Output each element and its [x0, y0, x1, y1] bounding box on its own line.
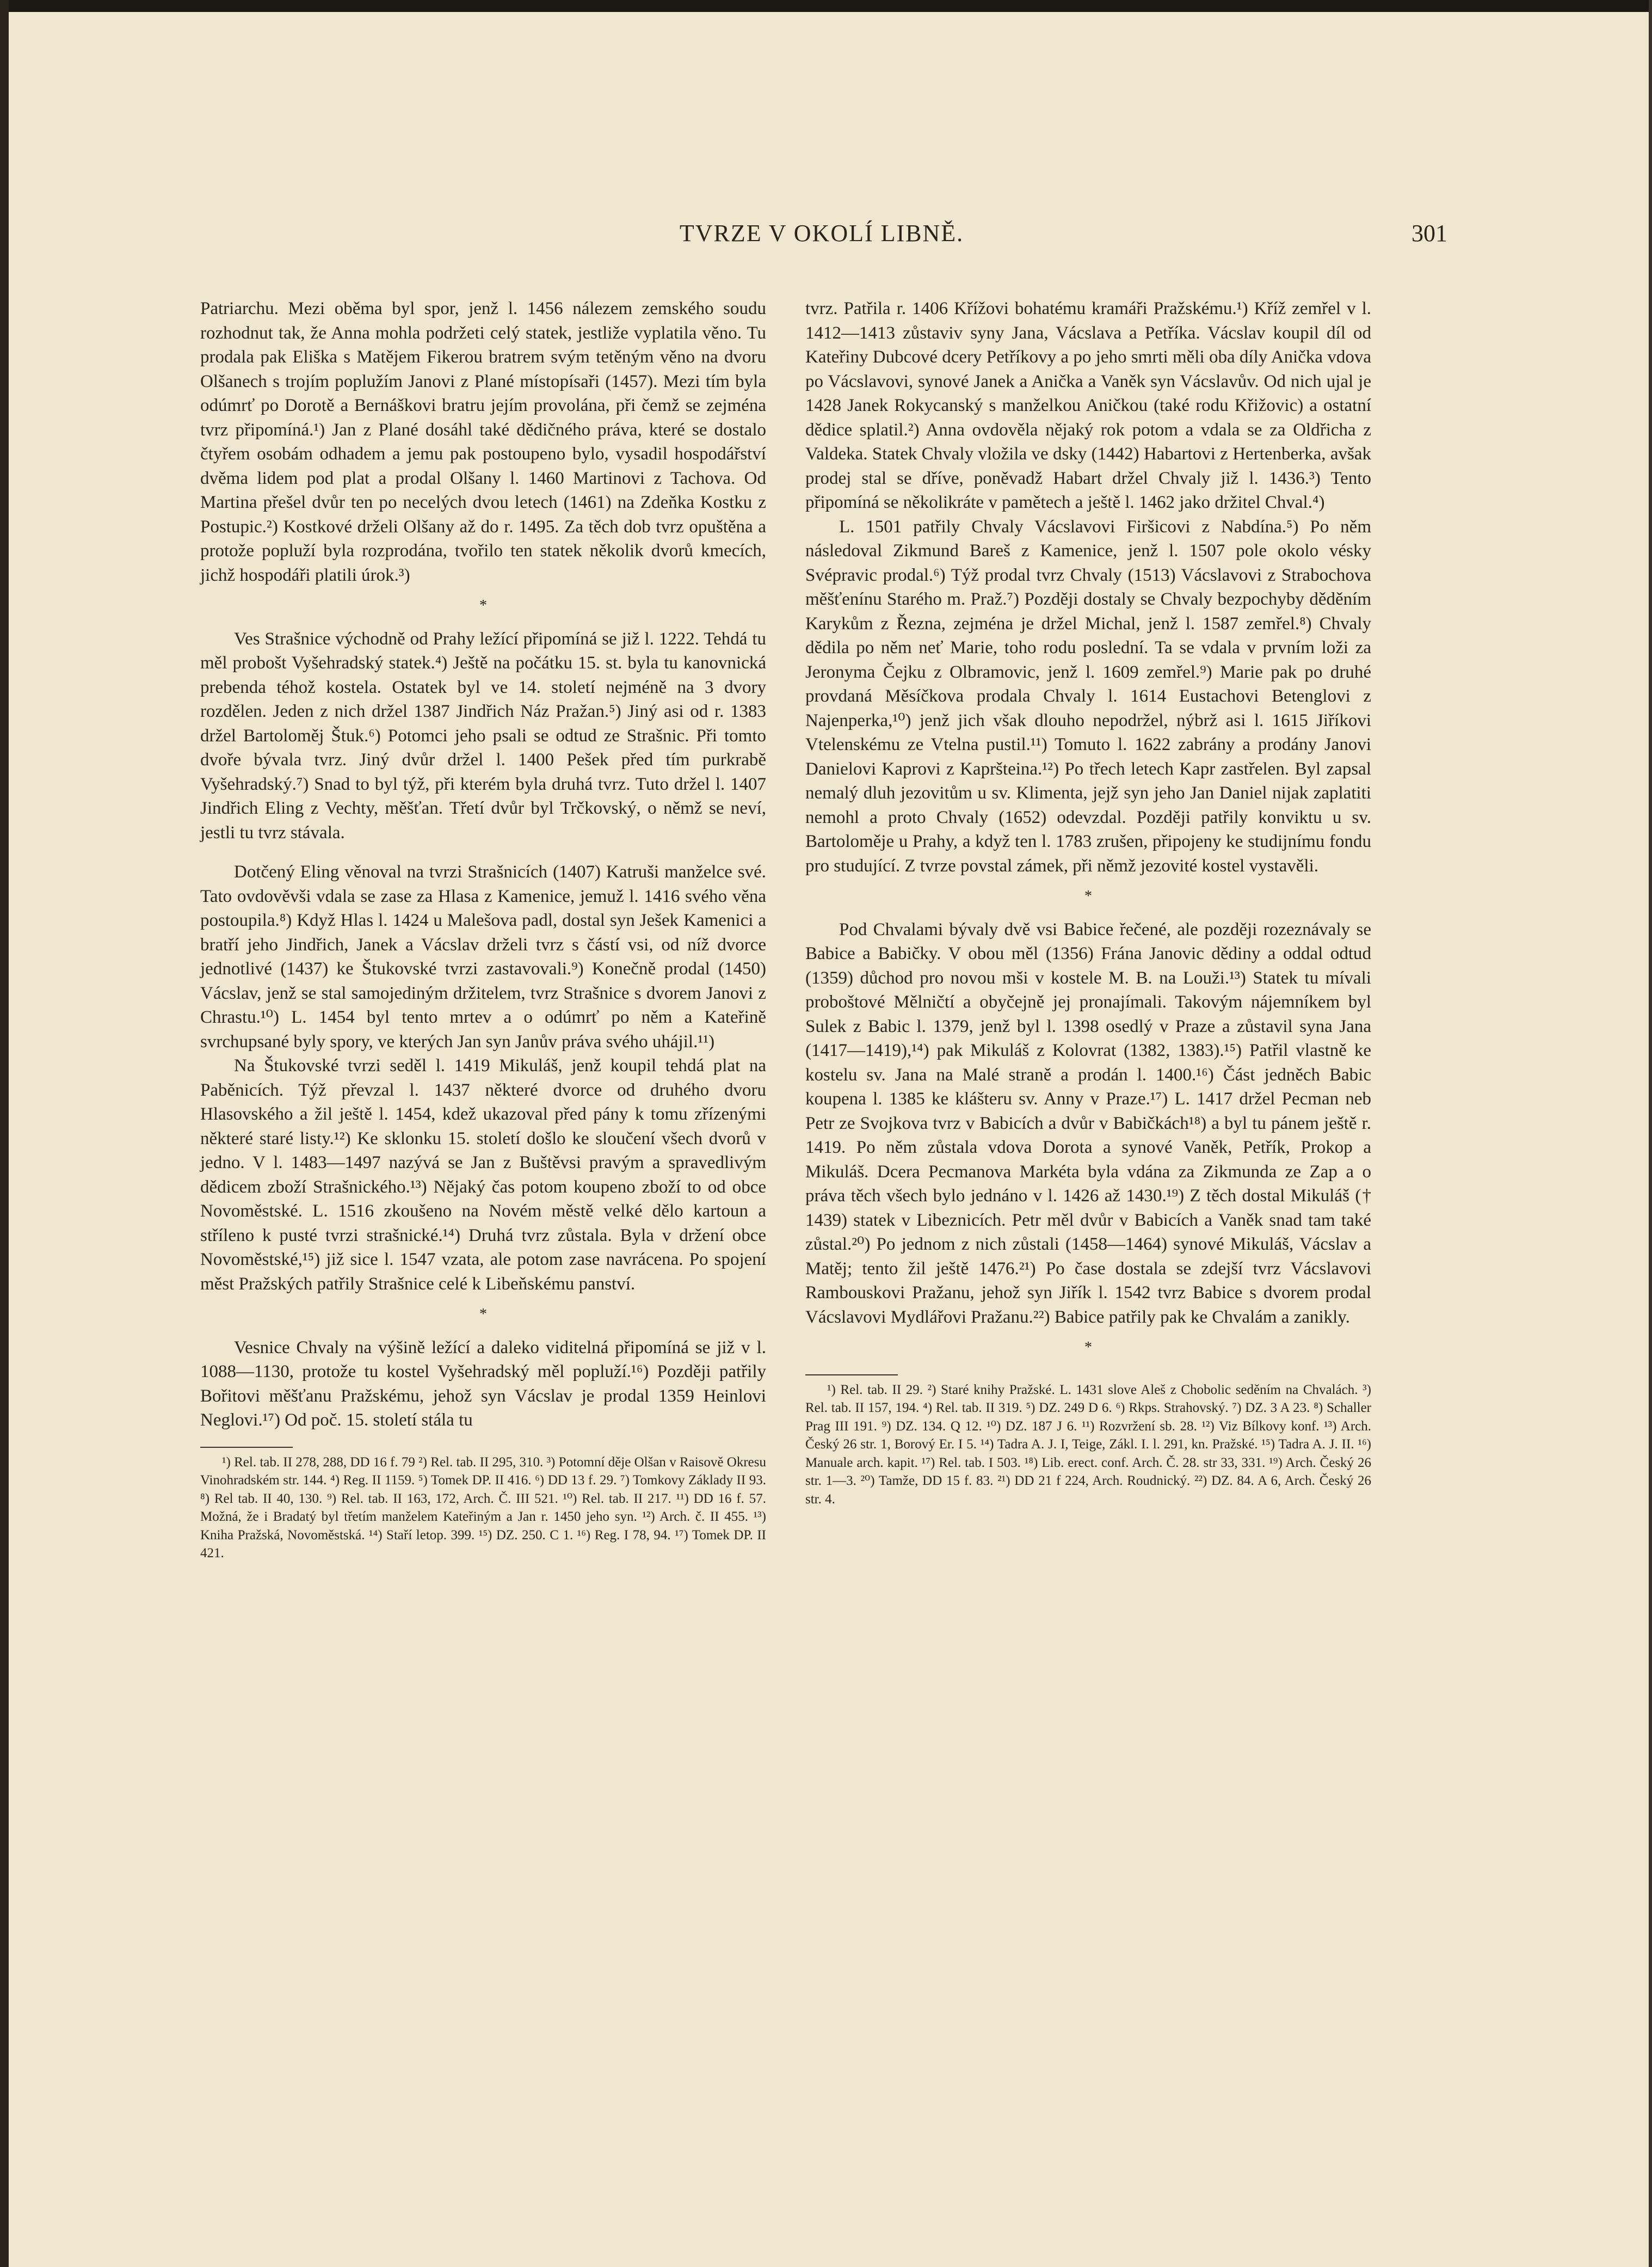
scan-edge-left — [0, 0, 9, 2267]
paragraph-strasnice-stukovska: Na Štukovské tvrzi seděl l. 1419 Mikuláš, jenž koupil tehdá plat na Paběnicích. Týž převzal l. 1437 některé dvorce od druhého dvoru Hlasovského a žil ještě l. 1454, kdež ukazoval před pány k tomu zřízenými některé staré listy.¹²) Ke sklonku 15. století došlo ke sloučení všech dvorů v jedno. V l. 1483—1497 nazývá se Jan z Buštěvsi pravým a spravedlivým dědicem zboží Strašnického.¹³) Nějaký čas potom koupeno zboží to od obce Novoměstské. L. 1516 zkoušeno na Novém městě velké dělo kartoun a stříleno k pusté tvrzi strašnické.¹⁴) Druhá tvrz zůstala. Byla v držení obce Novoměstské,¹⁵) již sice l. 1547 vzata, ale potom zase navrácena. Po spojení měst Pražských patřily Strašnice celé k Libeňskému panství. — [200, 1056, 766, 1294]
footnote-rule — [805, 1374, 898, 1375]
section-separator: * — [1084, 1339, 1092, 1356]
section-separator: * — [479, 1306, 487, 1323]
footnote-rule — [200, 1447, 293, 1448]
footnotes-left: ¹) Rel. tab. II 278, 288, DD 16 f. 79 ²) Rel. tab. II 295, 310. ³) Potomní děje Olšan v Raisově Okresu Vinohradském str. 144. ⁴) Reg. II 1159. ⁵) Tomek DP. II 416. ⁶) DD 13 f. 29. ⁷) Tomkovy Základy II 93. ⁸) Rel tab. II 40, 130. ⁹) Rel. tab. II 163, 172, Arch. Č. III 521. ¹⁰) Rel. tab. II 217. ¹¹) DD 16 f. 57. Možná, že i Bradatý byl třetím manželem Kateřiným a Jan r. 1450 jeho syn. ¹²) Arch. č. II 455. ¹³) Kniha Pražská, Novoměstská. ¹⁴) Staří letop. 399. ¹⁵) DZ. 250. C 1. ¹⁶) Reg. I 78, 94. ¹⁷) Tomek DP. II 421. — [200, 1454, 766, 1561]
paragraph-strasnice-eling: Dotčený Eling věnoval na tvrzi Strašnicích (1407) Katruši manželce své. Tato ovdověvši vdala se zase za Hlasa z Kamenice, jemuž l. 1416 svého věna postoupila.⁸) Když Hlas l. 1424 u Malešova padl, dostal syn Ješek Kamenici a bratří jeho Jindřich, Janek a Vácslav drželi tvrz s částí vsi, od níž dvorce jednotlivé (1437) ke Štukovské tvrzi zastavovali.⁹) Konečně prodal (1450) Vácslav, jenž se stal samojediným držitelem, tvrz Strašnice s dvorem Janovi z Chrastu.¹⁰) L. 1454 byl tento mrtev a o odúmrť po něm a Kateřině svrchupsané byly spory, ve kterých Jan syn Janův práva svého uhájil.¹¹) — [200, 862, 766, 1052]
footnotes-right: ¹) Rel. tab. II 29. ²) Staré knihy Pražské. L. 1431 slove Aleš z Chobolic seděním na Chvalách. ³) Rel. tab. II 157, 194. ⁴) Rel. tab. II 319. ⁵) DZ. 249 D 6. ⁶) Rkps. Strahovský. ⁷) DZ. 3 A 23. ⁸) Schaller Prag III 191. ⁹) DZ. 134. Q 12. ¹⁰) DZ. 187 J 6. ¹¹) Rozvržení sb. 28. ¹²) Viz Bílkovy konf. ¹³) Arch. Český 26 str. 1, Borový Er. I 5. ¹⁴) Tadra A. J. I, Teige, Zákl. I. l. 291, kn. Pražské. ¹⁵) Tadra A. J. II. ¹⁶) Manuale arch. kapit. ¹⁷) Rel. tab. I 503. ¹⁸) Lib. erect. conf. Arch. Č. 28. str 33, 331. ¹⁹) Arch. Český 26 str. 1—3. ²⁰) Tamže, DD 15 f. 83. ²¹) DD 21 f 224, Arch. Roudnický. ²²) DZ. 84. A 6, Arch. Český 26 str. 4. — [805, 1382, 1371, 1507]
page-header — [196, 215, 1447, 253]
page-number: 301 — [1411, 220, 1447, 247]
left-column — [200, 297, 766, 1563]
paragraph-chvaly-kriz: tvrz. Patřila r. 1406 Křížovi bohatému kramáři Pražskému.¹) Kříž zemřel v l. 1412—1413 zůstaviv syny Jana, Vácslava a Petříka. Vácslav koupil díl od Kateřiny Dubcové dcery Petříkovy a po jeho smrti měli oba díly Anička vdova po Vácslavovi, synové Janek a Anička a Vaněk syn Vácslavův. Od nich ujal je 1428 Janek Rokycanský s manželkou Aničkou (také rodu Křižovic) a ostatní dědice splatil.²) Anna ovdověla nějaký rok potom a vdala se za Oldřicha z Valdeka. Statek Chvaly vložila ve dsky (1442) Habartovi z Hertenberka, avšak prodej stal se dříve, poněvadž Habart držel Chvaly již l. 1436.³) Tento připomíná se několikráte v pamětech a ještě l. 1462 jako držitel Chval.⁴) — [805, 299, 1371, 512]
paragraph-olsany-end: Patriarchu. Mezi oběma byl spor, jenž l. 1456 nálezem zemského soudu rozhodnut tak, že Anna mohla podržeti celý statek, jestliže vyplatila věno. Tu prodala pak Eliška s Matějem Fikerou bratrem svým tetěným věno na dvoru Olšanech s trojím poplužím Janovi z Plané místopísaři (1457). Mezi tím byla odúmrť po Dorotě a Bernáškovi bratru jejím provolána, při čemž se zejména tvrz připomíná.¹) Jan z Plané dosáhl také dědičného práva, které se dostalo čtyřem osobám odhadem a jemu pak postoupeno bylo, vysadil hospodářství dvěma lidem pod plat a prodal Olšany l. 1460 Martinovi z Tachova. Od Martina přešel dvůr ten po necelých dvou letech (1461) na Zdeňka Kostku z Postupic.²) Kostkové drželi Olšany až do r. 1495. Za těch dob tvrz opuštěna a protože popluží byla rozprodána, tvořilo ten statek několik dvorů kmecích, jichž hospodáři platili úrok.³) — [200, 299, 766, 585]
paragraph-chvaly-intro: Vesnice Chvaly na výšině ležící a daleko viditelná připomíná se již v l. 1088—1130, protože tu kostel Vyšehradský měl popluží.¹⁶) Později patřily Bořitovi měšťanu Pražskému, jehož syn Vácslav je prodal 1359 Heinlovi Neglovi.¹⁷) Od poč. 15. století stála tu — [200, 1337, 766, 1430]
paragraph-strasnice-intro: Ves Strašnice východně od Prahy ležící připomíná se již l. 1222. Tehdá tu měl probošt Vyšehradský statek.⁴) Ještě na počátku 15. st. byla tu kanovnická prebenda téhož kostela. Ostatek byl ve 14. století nejméně na 3 dvory rozdělen. Jeden z nich držel 1387 Jindřich Náz Pražan.⁵) Jiný asi od r. 1383 držel Bartoloměj Štuk.⁶) Potomci jeho psali se odtud ze Strašnic. Při tomto dvoře bývala tvrz. Jiný dvůr držel l. 1400 Pešek před tím purkrabě Vyšehradský.⁷) Snad to byl týž, při kterém byla druhá tvrz. Tuto držel l. 1407 Jindřich Eling z Vechty, měšťan. Třetí dvůr byl Trčkovský, o němž se neví, jestli tu tvrz stávala. — [200, 629, 766, 843]
right-column — [805, 297, 1371, 1508]
paragraph-babice: Pod Chvalami bývaly dvě vsi Babice řečené, ale později rozeznávaly se Babice a Babičky. V obou měl (1356) Frána Janovic dědiny a oddal odtud (1359) důchod pro novou mši v kostele M. B. na Louži.¹³) Statek tu mívali proboštové Mělničtí a obyčejně jej pronajímali. Takovým nájemníkem byl Sulek z Babic l. 1379, jenž byl l. 1398 osedlý v Praze a zůstavil syna Jana (1417—1419),¹⁴) pak Mikuláš z Kolovrat (1382, 1383).¹⁵) Patřil vlastně ke kostelu sv. Jana na Malé straně a prodán l. 1400.¹⁶) Část jedněch Babic koupena l. 1385 ke klášteru sv. Anny v Praze.¹⁷) L. 1417 držel Pecman neb Petr ze Svojkova tvrz v Babicích a dvůr v Babičkách¹⁸) a byl tu pánem ještě r. 1419. Po něm zůstala vdova Dorota a synové Vaněk, Petřík, Prokop a Mikuláš. Dcera Pecmanova Markéta byla vdána za Zikmunda ze Zap a o práva těch všech bylo jednáno v l. 1426 až 1430.¹⁹) Z těch dostal Mikuláš († 1439) statek v Libeznicích. Petr měl dvůr v Babicích a Vaněk snad tam také zůstal.²⁰) Po jednom z nich zůstali (1458—1464) synové Mikuláš, Vácslav a Matěj; tento žil ještě 1476.²¹) Po čase dostala se zdejší tvrz Vácslavovi Rambouskovi Pražanu, jehož syn Jiřík l. 1542 tvrz Babice s dvorem prodal Vácslavovi Mydlářovi Pražanu.²²) Babice patřily pak ke Chvalám a zanikly. — [805, 919, 1371, 1327]
paragraph-chvaly-owners: L. 1501 patřily Chvaly Vácslavovi Firšicovi z Nabdína.⁵) Po něm následoval Zikmund Bareš z Kamenice, jenž l. 1507 pole okolo vésky Svépravic prodal.⁶) Týž prodal tvrz Chvaly (1513) Vácslavovi z Strabochova měšťenínu Starého m. Praž.⁷) Později dostaly se Chvaly bezpochyby děděním Karykům z Řezna, zejména je držel Michal, jenž l. 1587 zemřel.⁸) Chvaly dědila po něm neť Marie, toho rodu poslední. Ta se vdala v prvním loži za Jeronyma Čejku z Olbramovic, jenž l. 1609 zemřel.⁹) Marie pak po druhé provdaná Měsíčkova prodala Chvaly l. 1614 Eustachovi Betenglovi z Najenperka,¹⁰) jenž jich však dlouho nepodržel, nýbrž asi l. 1615 Jiříkovi Vtelenskému ze Vtelna pustil.¹¹) Tomuto l. 1622 zabrány a prodány Janovi Danielovi Kaprovi z Kapršteina.¹²) Po třech letech Kapr zastřelen. Byl zapsal nemalý dluh jezovitům u sv. Klimenta, jejž syn jeho Jan Daniel nijak zaplatiti nemohl a proto Chvaly (1652) odevzdal. Později patřily konviktu u sv. Bartoloměje u Prahy, a když ten l. 1783 zrušen, připojeny ke studijnímu fondu pro studující. Z tvrze povstal zámek, při němž jezovité kostel vystavěli. — [805, 517, 1371, 876]
running-title: TVRZE V OKOLÍ LIBNĚ. — [679, 220, 964, 247]
scan-edge-top — [0, 0, 1652, 12]
section-separator: * — [479, 597, 487, 614]
paragraph-gap — [200, 845, 766, 860]
section-separator: * — [1084, 888, 1092, 905]
scan-edge-right — [1649, 0, 1652, 2267]
